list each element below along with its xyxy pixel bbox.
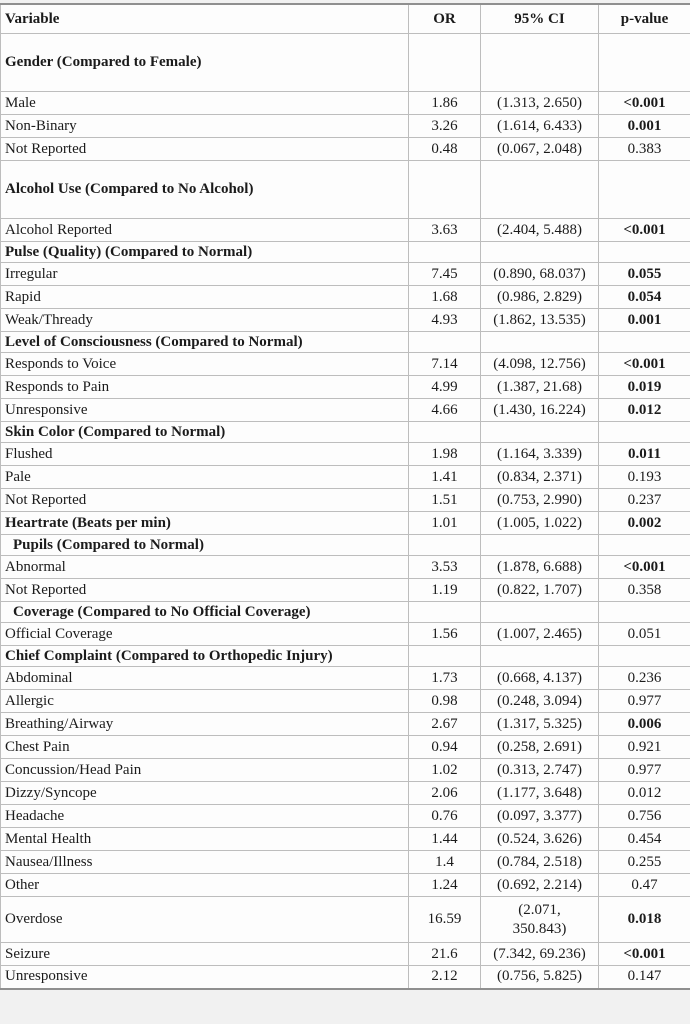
table-body	[1, 34, 690, 989]
p-value: 0.193	[599, 466, 690, 489]
p-value: <0.001	[599, 92, 690, 115]
table-row	[1, 805, 690, 828]
table-row	[1, 690, 690, 713]
variable-label: Not Reported	[1, 138, 409, 161]
ci-value: (1.177, 3.648)	[481, 782, 599, 805]
variable-label: Overdose	[1, 897, 409, 943]
column-header-or: OR	[409, 4, 481, 34]
or-value: 1.4	[409, 851, 481, 874]
or-value: 3.26	[409, 115, 481, 138]
p-value: 0.255	[599, 851, 690, 874]
variable-label: Flushed	[1, 443, 409, 466]
variable-label: Unresponsive	[1, 966, 409, 989]
variable-label: Non-Binary	[1, 115, 409, 138]
ci-value: (0.890, 68.037)	[481, 263, 599, 286]
group-header-row	[1, 535, 690, 556]
or-value: 0.76	[409, 805, 481, 828]
table-row	[1, 874, 690, 897]
or-value: 2.67	[409, 713, 481, 736]
ci-value: (0.834, 2.371)	[481, 466, 599, 489]
ci-value: (1.430, 16.224)	[481, 399, 599, 422]
p-value	[599, 161, 690, 219]
ci-value	[481, 161, 599, 219]
ci-value: (4.098, 12.756)	[481, 353, 599, 376]
variable-label: Other	[1, 874, 409, 897]
variable-label: Allergic	[1, 690, 409, 713]
ci-value: (0.692, 2.214)	[481, 874, 599, 897]
table-row	[1, 966, 690, 989]
ci-value: (1.007, 2.465)	[481, 623, 599, 646]
column-header-ci: 95% CI	[481, 4, 599, 34]
ci-value: (0.756, 5.825)	[481, 966, 599, 989]
p-value: 0.012	[599, 782, 690, 805]
variable-label: Not Reported	[1, 579, 409, 602]
ci-value	[481, 242, 599, 263]
table-row	[1, 399, 690, 422]
table-row	[1, 623, 690, 646]
column-header-variable: Variable	[1, 4, 409, 34]
or-value: 7.45	[409, 263, 481, 286]
or-value	[409, 646, 481, 667]
ci-value: (0.822, 1.707)	[481, 579, 599, 602]
p-value: 0.47	[599, 874, 690, 897]
ci-value	[481, 332, 599, 353]
group-header-row	[1, 602, 690, 623]
group-header-row	[1, 34, 690, 92]
column-header-p: p-value	[599, 4, 690, 34]
ci-value: (1.005, 1.022)	[481, 512, 599, 535]
ci-value: (1.862, 13.535)	[481, 309, 599, 332]
group-header-row	[1, 332, 690, 353]
or-value: 3.63	[409, 219, 481, 242]
p-value	[599, 602, 690, 623]
p-value: 0.236	[599, 667, 690, 690]
ci-value: (1.878, 6.688)	[481, 556, 599, 579]
group-label: Level of Consciousness (Compared to Normal)	[1, 332, 409, 353]
p-value	[599, 422, 690, 443]
p-value: 0.383	[599, 138, 690, 161]
or-value: 1.56	[409, 623, 481, 646]
or-value: 21.6	[409, 943, 481, 966]
table-row	[1, 115, 690, 138]
ci-value	[481, 535, 599, 556]
variable-label: Alcohol Reported	[1, 219, 409, 242]
variable-label: Responds to Voice	[1, 353, 409, 376]
ci-value: (0.524, 3.626)	[481, 828, 599, 851]
p-value	[599, 535, 690, 556]
variable-label: Weak/Thready	[1, 309, 409, 332]
variable-label: Abdominal	[1, 667, 409, 690]
ci-value	[481, 646, 599, 667]
variable-label: Irregular	[1, 263, 409, 286]
or-value	[409, 161, 481, 219]
or-value	[409, 602, 481, 623]
p-value: 0.001	[599, 309, 690, 332]
or-value: 1.19	[409, 579, 481, 602]
ci-value: (1.614, 6.433)	[481, 115, 599, 138]
variable-label: Unresponsive	[1, 399, 409, 422]
ci-value: (1.317, 5.325)	[481, 713, 599, 736]
or-value: 0.94	[409, 736, 481, 759]
p-value: 0.006	[599, 713, 690, 736]
p-value: <0.001	[599, 353, 690, 376]
table-header-row	[1, 4, 690, 34]
p-value	[599, 646, 690, 667]
or-value	[409, 34, 481, 92]
table-row	[1, 443, 690, 466]
or-value: 2.06	[409, 782, 481, 805]
group-label: Chief Complaint (Compared to Orthopedic Injury)	[1, 646, 409, 667]
ci-value: (0.248, 3.094)	[481, 690, 599, 713]
table-row	[1, 828, 690, 851]
p-value: 0.237	[599, 489, 690, 512]
variable-label: Heartrate (Beats per min)	[1, 512, 409, 535]
or-value: 4.93	[409, 309, 481, 332]
table-row	[1, 782, 690, 805]
variable-label: Mental Health	[1, 828, 409, 851]
group-header-row	[1, 242, 690, 263]
or-value	[409, 332, 481, 353]
variable-label: Concussion/Head Pain	[1, 759, 409, 782]
table-row	[1, 466, 690, 489]
ci-value: (0.668, 4.137)	[481, 667, 599, 690]
or-value	[409, 535, 481, 556]
table-row	[1, 138, 690, 161]
p-value: 0.756	[599, 805, 690, 828]
group-label: Skin Color (Compared to Normal)	[1, 422, 409, 443]
group-header-row	[1, 161, 690, 219]
table-row	[1, 376, 690, 399]
or-value: 4.66	[409, 399, 481, 422]
table-row	[1, 897, 690, 943]
ci-value: (0.753, 2.990)	[481, 489, 599, 512]
table-row	[1, 943, 690, 966]
p-value: <0.001	[599, 556, 690, 579]
p-value: 0.001	[599, 115, 690, 138]
or-value: 1.44	[409, 828, 481, 851]
ci-value: (2.404, 5.488)	[481, 219, 599, 242]
or-value: 1.86	[409, 92, 481, 115]
table-row	[1, 353, 690, 376]
p-value	[599, 332, 690, 353]
ci-value: (7.342, 69.236)	[481, 943, 599, 966]
table-row	[1, 556, 690, 579]
table-header	[1, 4, 690, 34]
variable-label: Abnormal	[1, 556, 409, 579]
table-row	[1, 667, 690, 690]
p-value: 0.977	[599, 690, 690, 713]
table-row	[1, 489, 690, 512]
ci-value: (0.097, 3.377)	[481, 805, 599, 828]
variable-label: Headache	[1, 805, 409, 828]
group-label: Pulse (Quality) (Compared to Normal)	[1, 242, 409, 263]
p-value: 0.921	[599, 736, 690, 759]
group-header-row	[1, 422, 690, 443]
table-row	[1, 286, 690, 309]
variable-label: Rapid	[1, 286, 409, 309]
p-value	[599, 34, 690, 92]
or-value: 1.68	[409, 286, 481, 309]
or-value: 1.24	[409, 874, 481, 897]
or-value: 0.98	[409, 690, 481, 713]
variable-label: Male	[1, 92, 409, 115]
variable-label: Not Reported	[1, 489, 409, 512]
p-value: 0.054	[599, 286, 690, 309]
or-value: 7.14	[409, 353, 481, 376]
ci-value	[481, 34, 599, 92]
p-value: 0.147	[599, 966, 690, 989]
p-value: 0.977	[599, 759, 690, 782]
table-row	[1, 92, 690, 115]
ci-value: (0.313, 2.747)	[481, 759, 599, 782]
group-label: Gender (Compared to Female)	[1, 34, 409, 92]
ci-value: (0.067, 2.048)	[481, 138, 599, 161]
p-value: 0.012	[599, 399, 690, 422]
p-value: 0.002	[599, 512, 690, 535]
variable-label: Breathing/Airway	[1, 713, 409, 736]
ci-value	[481, 897, 599, 943]
variable-label: Nausea/Illness	[1, 851, 409, 874]
variable-label: Responds to Pain	[1, 376, 409, 399]
or-value: 1.73	[409, 667, 481, 690]
or-value: 3.53	[409, 556, 481, 579]
p-value: 0.019	[599, 376, 690, 399]
table-row	[1, 759, 690, 782]
ci-wrapped-text: (2.071, 350.843)	[512, 901, 567, 937]
variable-label: Chest Pain	[1, 736, 409, 759]
ci-value: (1.387, 21.68)	[481, 376, 599, 399]
table-row	[1, 579, 690, 602]
table-row	[1, 736, 690, 759]
table-row	[1, 851, 690, 874]
group-header-row	[1, 646, 690, 667]
group-label: Alcohol Use (Compared to No Alcohol)	[1, 161, 409, 219]
table-row	[1, 263, 690, 286]
ci-value	[481, 602, 599, 623]
or-value: 1.98	[409, 443, 481, 466]
or-value: 16.59	[409, 897, 481, 943]
odds-ratio-results-table	[0, 3, 690, 990]
p-value: <0.001	[599, 219, 690, 242]
p-value: 0.011	[599, 443, 690, 466]
p-value: 0.055	[599, 263, 690, 286]
p-value	[599, 242, 690, 263]
or-value: 1.41	[409, 466, 481, 489]
or-value	[409, 242, 481, 263]
or-value: 4.99	[409, 376, 481, 399]
table-row	[1, 512, 690, 535]
p-value: <0.001	[599, 943, 690, 966]
or-value: 2.12	[409, 966, 481, 989]
ci-value	[481, 422, 599, 443]
group-label: Pupils (Compared to Normal)	[1, 535, 409, 556]
ci-value: (0.986, 2.829)	[481, 286, 599, 309]
or-value: 0.48	[409, 138, 481, 161]
table-row	[1, 713, 690, 736]
p-value: 0.018	[599, 897, 690, 943]
ci-value: (0.258, 2.691)	[481, 736, 599, 759]
or-value: 1.02	[409, 759, 481, 782]
variable-label: Dizzy/Syncope	[1, 782, 409, 805]
variable-label: Seizure	[1, 943, 409, 966]
or-value: 1.01	[409, 512, 481, 535]
p-value: 0.358	[599, 579, 690, 602]
group-label: Coverage (Compared to No Official Coverage)	[1, 602, 409, 623]
or-value: 1.51	[409, 489, 481, 512]
table-row	[1, 309, 690, 332]
ci-value: (0.784, 2.518)	[481, 851, 599, 874]
ci-value: (1.313, 2.650)	[481, 92, 599, 115]
p-value: 0.454	[599, 828, 690, 851]
table-row	[1, 219, 690, 242]
p-value: 0.051	[599, 623, 690, 646]
variable-label: Pale	[1, 466, 409, 489]
or-value	[409, 422, 481, 443]
ci-value: (1.164, 3.339)	[481, 443, 599, 466]
variable-label: Official Coverage	[1, 623, 409, 646]
